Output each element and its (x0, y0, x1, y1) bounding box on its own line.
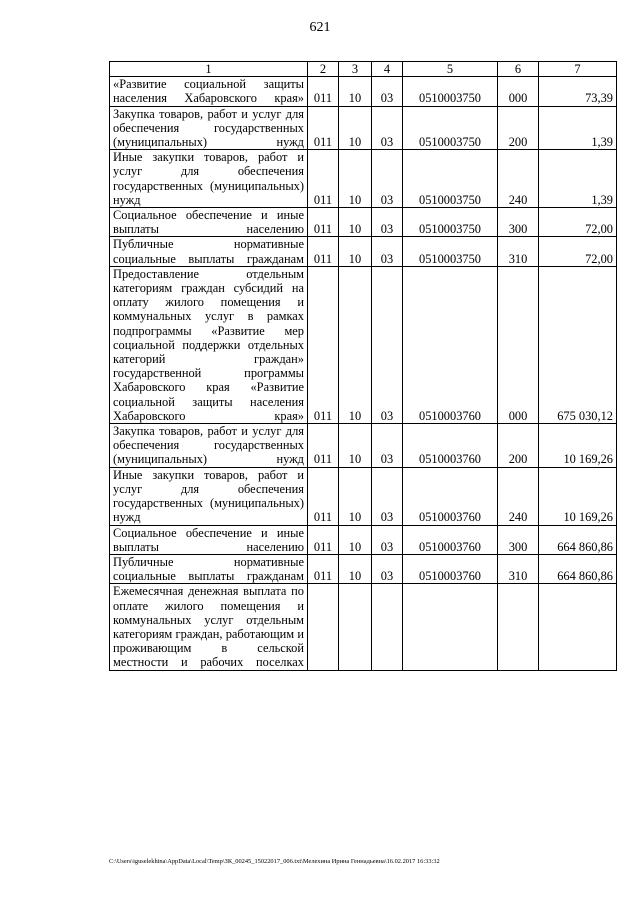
cell-target-article: 0510003760 (403, 554, 498, 583)
column-header: 5 (403, 62, 498, 77)
cell-target-article: 0510003750 (403, 106, 498, 150)
cell-subsection: 03 (372, 208, 403, 237)
table-row (110, 525, 617, 554)
row-name: Закупка товаров, работ и услуг для обеспечения государственных (муниципальных) нужд (110, 424, 308, 468)
cell-target-article: 0510003760 (403, 467, 498, 525)
cell-section: 10 (339, 424, 372, 468)
file-path-footer: C:\Users\iguselekhina\AppData\Local\Temp\ЗК_00245_15022017_006.txt\Мелехина Ирина Геннадьевна\16.02.2017 16:33:32 (109, 858, 440, 865)
cell-amount: 73,39 (539, 77, 617, 106)
cell-expense-type: 300 (498, 208, 539, 237)
cell-ministry: 011 (308, 266, 339, 423)
cell-expense-type: 310 (498, 237, 539, 266)
cell-ministry: 011 (308, 237, 339, 266)
table-row (110, 584, 617, 670)
row-name: Иные закупки товаров, работ и услуг для обеспечения государственных (муниципальных) нужд (110, 467, 308, 525)
table-header-row (110, 62, 617, 77)
cell-target-article: 0510003760 (403, 525, 498, 554)
cell-target-article: 0510003750 (403, 237, 498, 266)
cell-section: 10 (339, 237, 372, 266)
cell-subsection (372, 584, 403, 670)
cell-expense-type: 240 (498, 467, 539, 525)
table-row (110, 467, 617, 525)
table-row (110, 208, 617, 237)
cell-amount: 664 860,86 (539, 525, 617, 554)
table-row (110, 77, 617, 106)
cell-target-article (403, 584, 498, 670)
cell-target-article: 0510003750 (403, 208, 498, 237)
row-name: Социальное обеспечение и иные выплаты населению (110, 208, 308, 237)
cell-subsection: 03 (372, 554, 403, 583)
column-header: 7 (539, 62, 617, 77)
cell-target-article: 0510003760 (403, 266, 498, 423)
row-name: Иные закупки товаров, работ и услуг для обеспечения государственных (муниципальных) нужд (110, 150, 308, 208)
table-row (110, 237, 617, 266)
row-name: Предоставление отдельным категориям граждан субсидий на оплату жилого помещения и коммунальных услуг в рамках подпрограммы «Развитие мер социальной поддержки отдельных категорий граждан» государственной программы Хабаровского края «Развитие социальной защиты населения Хабаровского края» (110, 266, 308, 423)
cell-subsection: 03 (372, 266, 403, 423)
cell-target-article: 0510003750 (403, 150, 498, 208)
cell-section: 10 (339, 266, 372, 423)
cell-subsection: 03 (372, 150, 403, 208)
table-row (110, 150, 617, 208)
budget-table (109, 61, 617, 671)
cell-expense-type: 200 (498, 424, 539, 468)
cell-section (339, 584, 372, 670)
cell-ministry: 011 (308, 77, 339, 106)
cell-subsection: 03 (372, 424, 403, 468)
cell-amount: 664 860,86 (539, 554, 617, 583)
cell-expense-type: 240 (498, 150, 539, 208)
cell-ministry: 011 (308, 424, 339, 468)
cell-amount: 10 169,26 (539, 424, 617, 468)
cell-subsection: 03 (372, 467, 403, 525)
cell-expense-type (498, 584, 539, 670)
cell-amount: 72,00 (539, 208, 617, 237)
table-row (110, 554, 617, 583)
cell-ministry: 011 (308, 150, 339, 208)
cell-ministry (308, 584, 339, 670)
cell-amount: 10 169,26 (539, 467, 617, 525)
cell-amount: 72,00 (539, 237, 617, 266)
cell-ministry: 011 (308, 554, 339, 583)
cell-ministry: 011 (308, 208, 339, 237)
cell-target-article: 0510003760 (403, 424, 498, 468)
cell-ministry: 011 (308, 467, 339, 525)
row-name: Публичные нормативные социальные выплаты гражданам (110, 237, 308, 266)
column-header: 2 (308, 62, 339, 77)
cell-amount: 675 030,12 (539, 266, 617, 423)
column-header: 1 (110, 62, 308, 77)
table-row (110, 106, 617, 150)
cell-expense-type: 000 (498, 266, 539, 423)
cell-amount: 1,39 (539, 106, 617, 150)
cell-amount: 1,39 (539, 150, 617, 208)
column-header: 6 (498, 62, 539, 77)
column-header: 4 (372, 62, 403, 77)
cell-subsection: 03 (372, 525, 403, 554)
cell-ministry: 011 (308, 106, 339, 150)
row-name: Ежемесячная денежная выплата по оплате жилого помещения и коммунальных услуг отдельным категориям граждан, работающим и проживающим в сельской местности и рабочих поселках (110, 584, 308, 670)
cell-expense-type: 000 (498, 77, 539, 106)
cell-expense-type: 300 (498, 525, 539, 554)
cell-section: 10 (339, 106, 372, 150)
cell-ministry: 011 (308, 525, 339, 554)
cell-subsection: 03 (372, 237, 403, 266)
page-number: 621 (309, 20, 331, 35)
cell-subsection: 03 (372, 106, 403, 150)
row-name: Закупка товаров, работ и услуг для обеспечения государственных (муниципальных) нужд (110, 106, 308, 150)
row-name: Публичные нормативные социальные выплаты гражданам (110, 554, 308, 583)
cell-amount (539, 584, 617, 670)
cell-section: 10 (339, 554, 372, 583)
cell-expense-type: 200 (498, 106, 539, 150)
cell-section: 10 (339, 150, 372, 208)
column-header: 3 (339, 62, 372, 77)
cell-expense-type: 310 (498, 554, 539, 583)
cell-section: 10 (339, 77, 372, 106)
cell-section: 10 (339, 525, 372, 554)
cell-target-article: 0510003750 (403, 77, 498, 106)
cell-section: 10 (339, 467, 372, 525)
row-name: «Развитие социальной защиты населения Хабаровского края» (110, 77, 308, 106)
row-name: Социальное обеспечение и иные выплаты населению (110, 525, 308, 554)
table-row (110, 266, 617, 423)
cell-section: 10 (339, 208, 372, 237)
table-row (110, 424, 617, 468)
cell-subsection: 03 (372, 77, 403, 106)
